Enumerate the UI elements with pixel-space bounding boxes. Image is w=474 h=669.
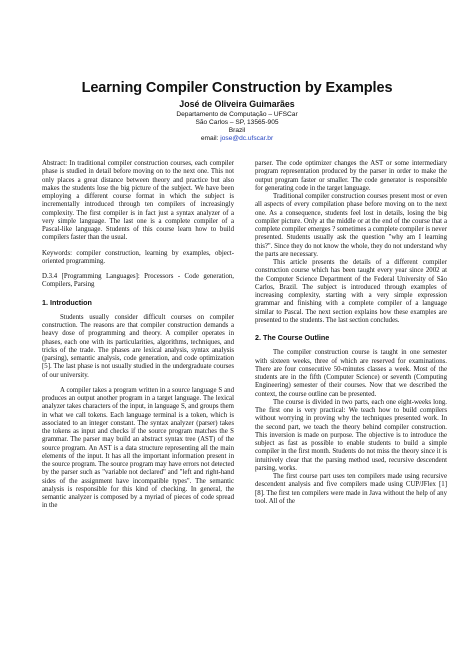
paper-title: Learning Compiler Construction by Examples [81,80,393,96]
outline-paragraph-3: The first course part uses ten compilers made using recursive descendent analysis and five compilers made using CUP/JFlex [1] [8]. The first ten compilers were made in Java without the help of any tool. All of the [255,473,447,505]
section-heading-introduction: 1. Introduction [42,297,92,307]
intro-paragraph-2: A compiler takes a program written in a source language S and produces an output another program in a target language. The lexical analyzer takes characters of the input, in language S, and groups them in what we call tokens. Each language terminal is a token, which is associated to an integer constant. The syntax analyzer (parser) takes the tokens as input and checks if the source program matches the S grammar. The parser may build an abstract syntax tree (AST) of the source program. An AST is a data structure representing all the main elements of the input. It has all the important information present in the source program. The source program may have errors not detected by the parser such as "variable not declared" and "left and right-hand sides of the assignment have incompatible types". The semantic analysis is responsible for this kind of checking. In general, the semantic analyzer is composed by a myriad of pieces of code spread in the [42,386,234,510]
intro-paragraph-3: parser. The code optimizer changes the AST or some intermediary program representation produced by the parser in order to make the output program faster or smaller. The code generator is responsible for generating code in the target language. [255,160,447,192]
outline-paragraph-2: The course is divided in two parts, each one eight-weeks long. The first one is very practical: We teach how to build compilers without worrying in proving why the techniques presented work. In the second part, we teach the theory behind compiler construction. This inversion is made on purpose. The objective is to introduce the subject as fast as possible to enable students to build a simple compiler in the first month. Students do not miss the theory since it is intuitively clear that the parsing method used, recursive descendent parsing, works. [255,398,447,472]
abstract: Abstract: In traditional compiler construction courses, each compiler phase is studied in detail before moving on to the next one. This not only places a great distance between theory and practice but also makes the students lose the big picture of the subject. We have been employing a different course format in which the subject is incrementally introduced through ten compilers of increasingly complexity. The first compiler is in fact just a syntax analyzer of a very simple language. The last one is a complete compiler of a Pascal-like language. Students of this course learn how to build compilers faster than the usual. [42,160,234,242]
author-address: São Carlos – SP, 13565-905 [195,119,279,126]
intro-paragraph-4: Traditional compiler construction courses present most or even all aspects of every compilation phase before moving on to the next one. As a consequence, students feel lost in details, losing the big compiler picture. Only at the middle or at the end of the course that a complete compiler emerges ? sometimes a complete compiler is never presented. Students usually ask the question "why am I learning this?". Since they do not know the whole, they do not understand why the parts are necessary. [255,193,447,258]
acm-classification: D.3.4 [Programming Languages]: Processors - Code generation, Compilers, Parsing [42,273,234,289]
author-country: Brazil [228,127,246,134]
left-column [42,160,234,511]
right-column [255,160,447,506]
email-link[interactable]: jose@dc.ufscar.br [220,135,274,142]
intro-paragraph-1: Students usually consider difficult courses on compiler construction. The reasons are that compiler construction demands a heavy dose of programming and theory. A compiler operates in phases, each one with its particularities, algorithms, techniques, and tricks of the trade. The phases are lexical analysis, syntax analysis (parsing), semantic analysis, code generation, and code optimization [5]. The last phase is not usually studied in the undergraduate courses of our university. [42,313,234,379]
email-label: email: [200,135,219,142]
keywords: Keywords: compiler construction, learning by examples, object-oriented programming. [42,249,234,265]
author-email-line [0,135,474,142]
section-heading-course-outline: 2. The Course Outline [255,333,330,342]
author-name: José de Oliveira Guimarães [179,99,295,109]
intro-paragraph-5: This article presents the details of a different compiler construction course which has been taught every year since 2002 at the Computer Science Department of the Federal University of São Carlos, Brazil. The subject is introduced through examples of increasing complexity, starting with a very simple expression grammar and finishing with a complete compiler of a language similar to Pascal. The next section explains how these examples are presented to the students. The last section concludes. [255,259,447,324]
outline-paragraph-1: The compiler construction course is taught in one semester with sixteen weeks, three of which are reserved for examinations. There are four consecutive 50-minutes classes a week. Most of the students are in the fifth (Computer Science) or seventh (Computing Engineering) semester of their courses. Now that we described the context, the course outline can be presented. [255,349,447,398]
author-department: Departamento de Computação – UFSCar [176,111,298,118]
